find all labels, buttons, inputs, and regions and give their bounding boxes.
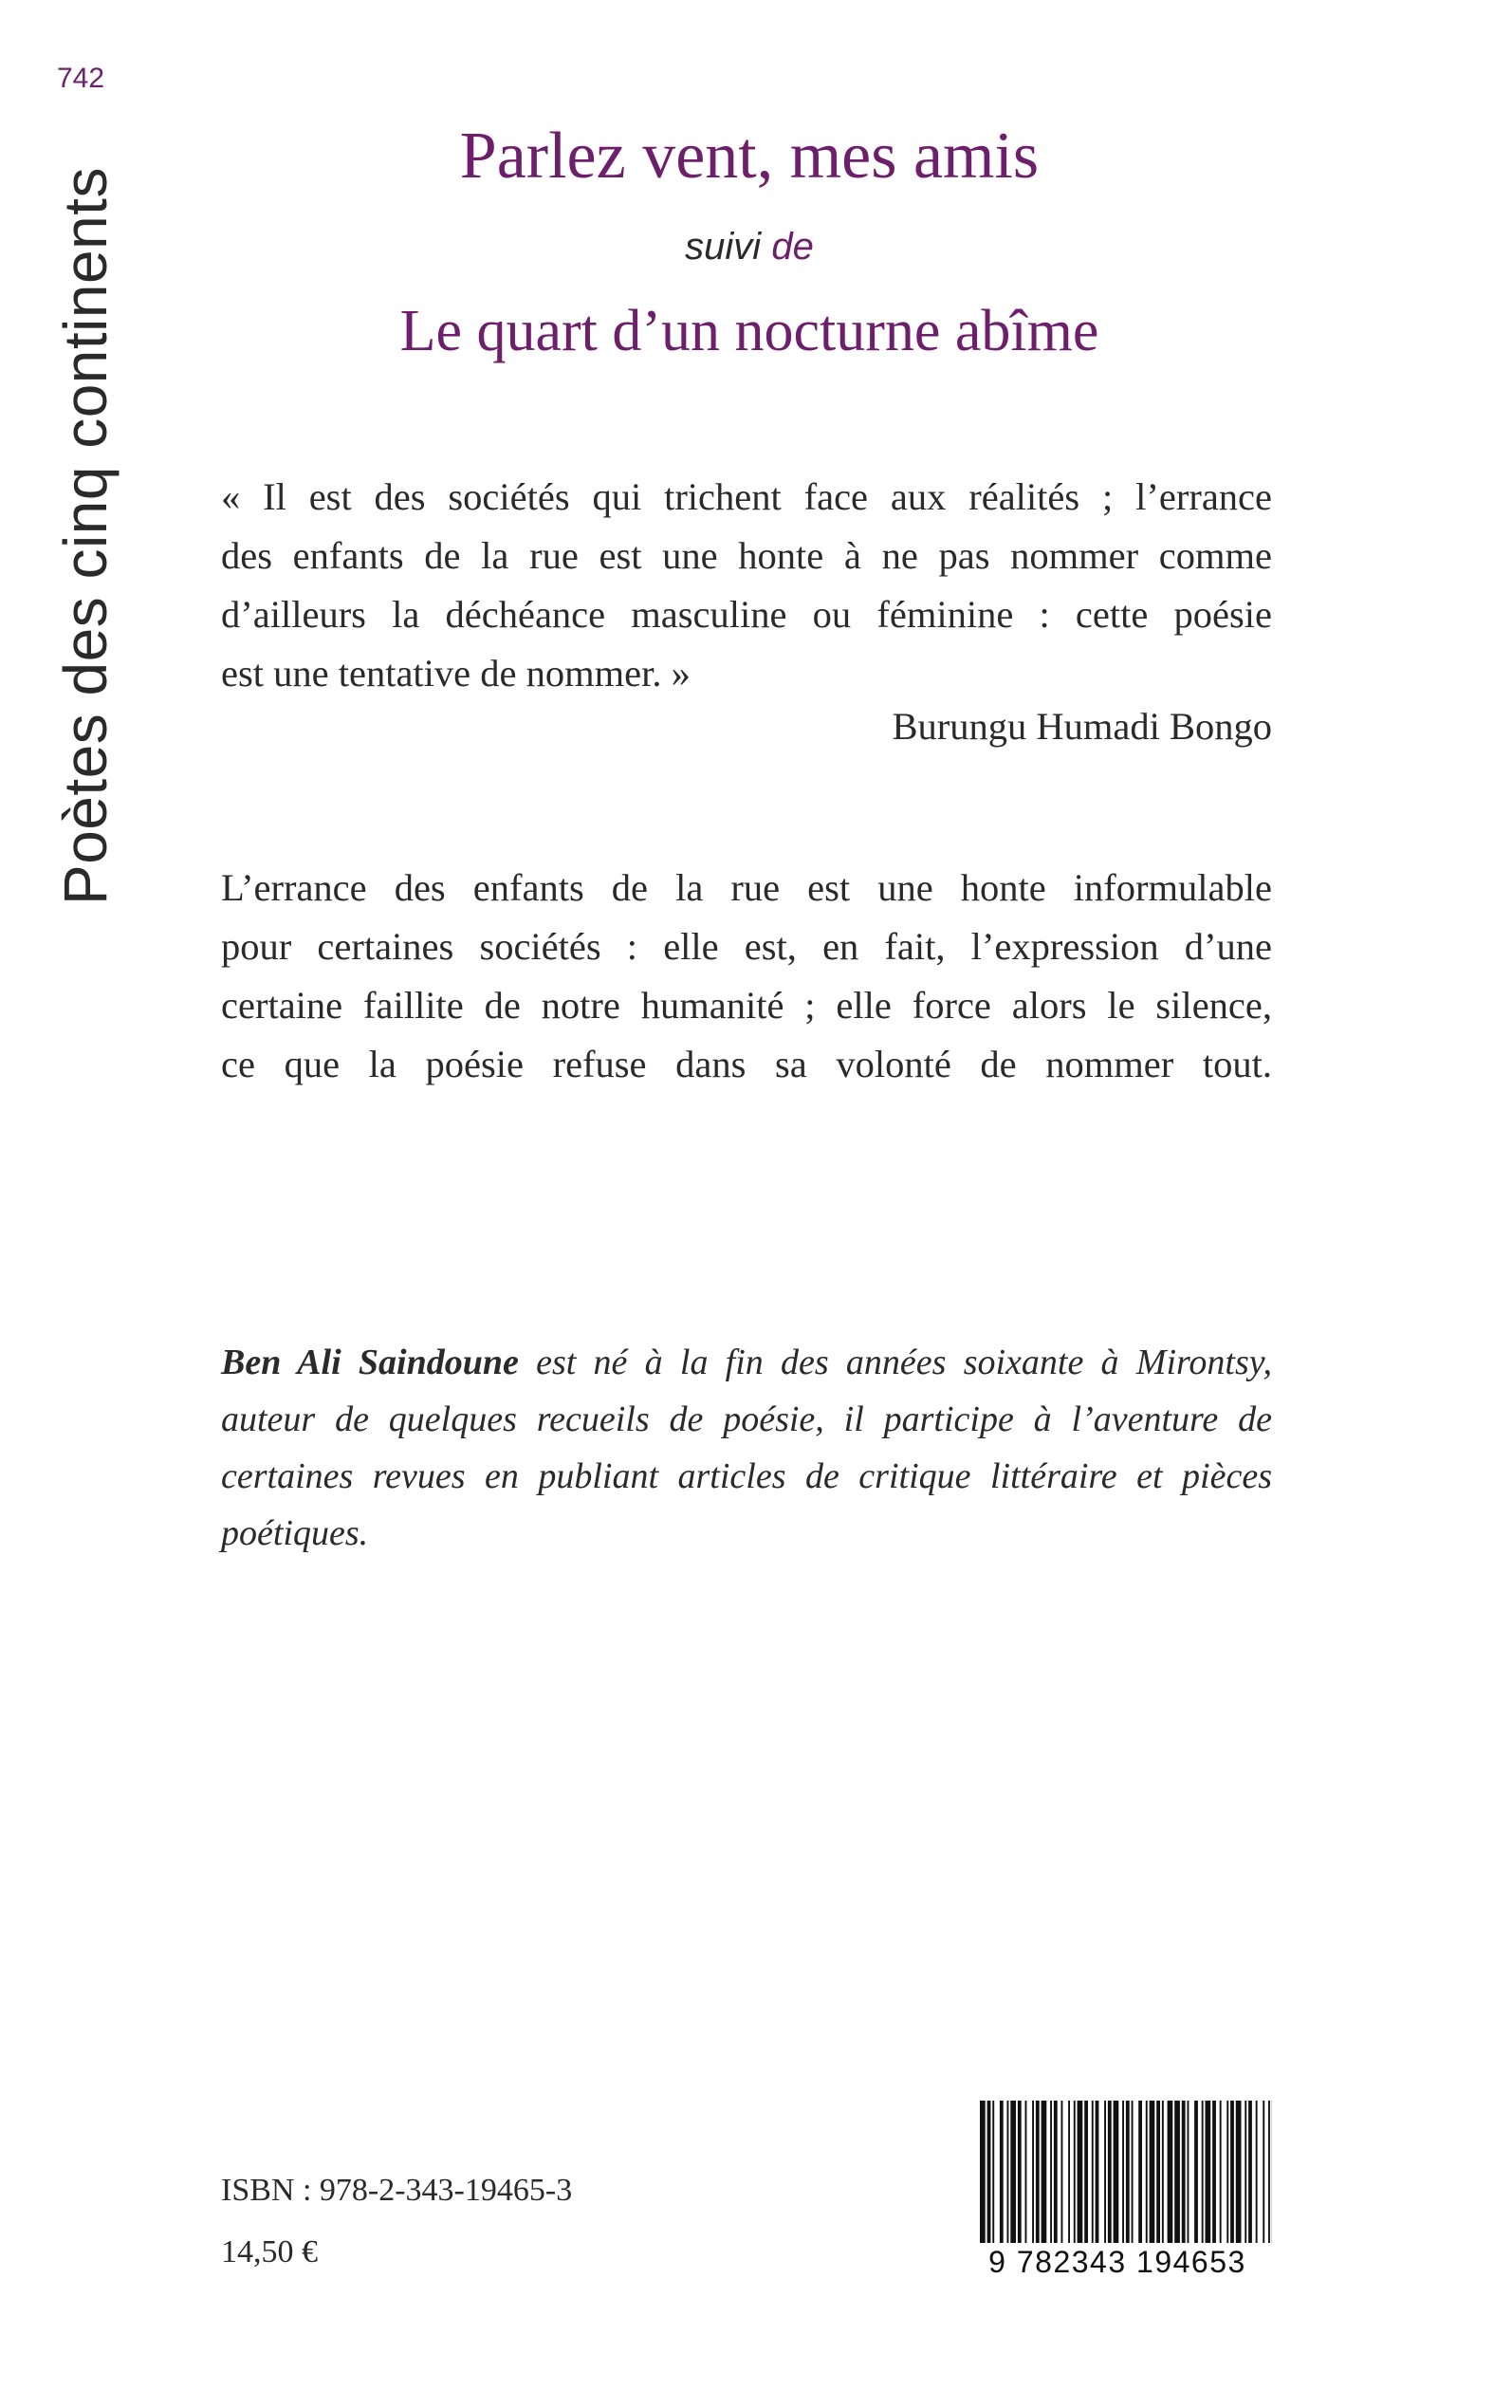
quote-author: Burungu Humadi Bongo	[892, 705, 1272, 748]
description-line: certaine faillite de notre humanité ; elle force alors le silence,	[221, 984, 1272, 1027]
bio-line: auteur de quelques recueils de poésie, il participe à l’aventure de	[221, 1399, 1272, 1439]
book-subtitle: Le quart d’un nocturne abîme	[399, 299, 1099, 363]
description-line: pour certaines sociétés : elle est, en fait, l’expression d’une	[221, 925, 1272, 968]
bio-first-line-text: est né à la fin des années soixante à Mirontsy,	[536, 1343, 1273, 1382]
barcode-digits: 9 782343 194653	[956, 2243, 1279, 2281]
book-description	[221, 859, 1272, 1094]
quote-line: d’ailleurs la déchéance masculine ou féminine : cette poésie	[221, 593, 1272, 636]
series-number: 742	[57, 63, 105, 94]
description-line: ce que la poésie refuse dans sa volonté de nommer tout.	[221, 1043, 1272, 1085]
quote-line: « Il est des sociétés qui trichent face aux réalités ; l’errance	[221, 475, 1272, 518]
de-label: de	[771, 226, 814, 268]
series-name: Poètes des cinq continents	[51, 167, 120, 905]
quote-line: des enfants de la rue est une honte à ne pas nommer comme	[221, 534, 1272, 577]
suivi-label: suivi	[685, 226, 762, 268]
author-name: Ben Ali Saindoune	[221, 1343, 519, 1382]
quote-line: est une tentative de nommer. »	[221, 652, 691, 695]
epigraph-quote	[221, 468, 1272, 703]
series-name-container	[47, 152, 123, 920]
bio-line: certaines revues en publiant articles de critique littéraire et pièces	[221, 1456, 1272, 1496]
book-title: Parlez vent, mes amis	[459, 120, 1040, 193]
author-bio	[221, 1334, 1272, 1562]
bio-line: poétiques.	[221, 1513, 369, 1553]
price: 14,50 €	[221, 2234, 318, 2269]
suivi-de	[218, 226, 1281, 269]
bio-line	[221, 1334, 1272, 1391]
isbn: ISBN : 978-2-343-19465-3	[221, 2173, 573, 2208]
description-line: L’errance des enfants de la rue est une honte informulable	[221, 866, 1272, 909]
